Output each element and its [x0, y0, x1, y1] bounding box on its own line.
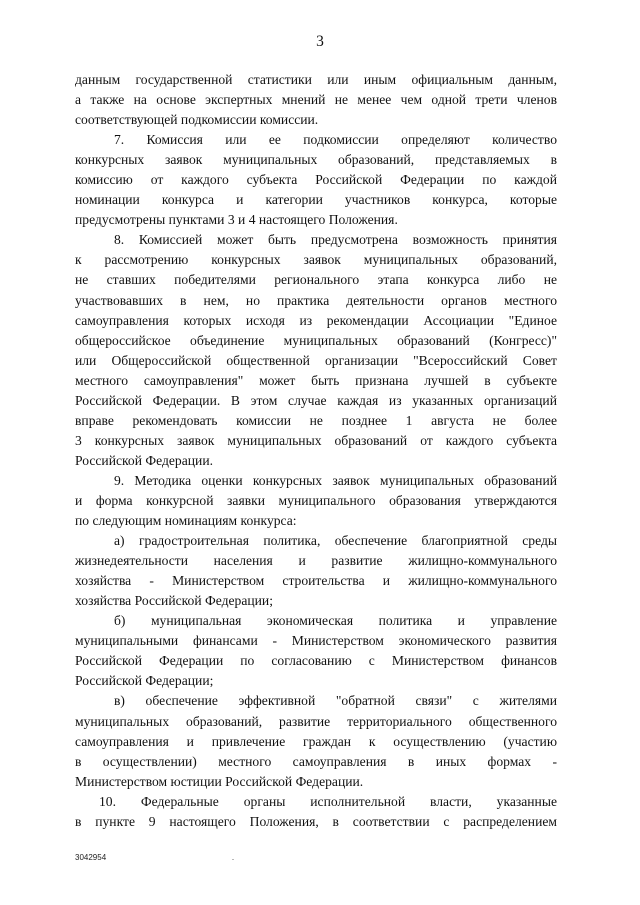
- text-line: вправе рекомендовать комиссии не позднее 1 августа не более: [75, 412, 557, 428]
- text-line: хозяйства - Министерством строительства и жилищно-коммунального: [75, 573, 557, 589]
- text-line: Российской Федерации.: [75, 452, 213, 468]
- text-line: к рассмотрению конкурсных заявок муниципальных образований,: [75, 252, 557, 268]
- text-line: самоуправления которых исходя из рекомендации Ассоциации "Единое: [75, 312, 557, 328]
- text-line: самоуправления и привлечение граждан к осуществлению (участию: [75, 733, 557, 749]
- text-line: муниципальными финансами - Министерством экономического развития: [75, 633, 557, 649]
- text-line: данным государственной статистики или иным официальным данным,: [75, 72, 557, 87]
- text-line: соответствующей подкомиссии комиссии.: [75, 112, 319, 128]
- text-line: а также на основе экспертных мнений не менее чем одной трети членов: [75, 92, 557, 108]
- text-line: Российской Федерации по согласованию с Министерством финансов: [75, 653, 557, 669]
- paragraph-9-first-line: 9. Методика оценки конкурсных заявок муниципальных образований: [114, 472, 557, 488]
- text-line: хозяйства Российской Федерации;: [75, 593, 273, 609]
- text-line: и форма конкурсной заявки муниципального образования утверждаются: [75, 492, 557, 508]
- paragraph-8-first-line: 8. Комиссией может быть предусмотрена возможность принятия: [114, 232, 557, 248]
- text-line: муниципальных образований, развитие территориального общественного: [75, 713, 557, 729]
- text-line: жизнедеятельности населения и развитие жилищно-коммунального: [75, 553, 557, 569]
- text-line: комиссию от каждого субъекта Российской Федерации по каждой: [75, 172, 557, 188]
- text-line: Российской Федерации;: [75, 673, 214, 689]
- page-number: 3: [316, 33, 324, 50]
- text-line: 3 конкурсных заявок муниципальных образований от каждого субъекта: [75, 432, 557, 448]
- text-line: номинации конкурса и категории участников конкурса, которые: [75, 192, 557, 208]
- text-line: конкурсных заявок муниципальных образований, представляемых в: [75, 152, 557, 168]
- text-line: предусмотрены пунктами 3 и 4 настоящего Положения.: [75, 212, 398, 228]
- text-line: в пункте 9 настоящего Положения, в соответствии с распределением: [75, 813, 557, 829]
- item-b-first-line: б) муниципальная экономическая политика и управление: [114, 613, 557, 629]
- text-line: или Общероссийской общественной организации "Всероссийский Совет: [75, 352, 557, 368]
- text-line: общероссийское объединение муниципальных образований (Конгресс)": [75, 332, 557, 348]
- text-line: в осуществлении) местного самоуправления в иных формах -: [75, 753, 557, 769]
- item-v-first-line: в) обеспечение эффективной "обратной связи" с жителями: [114, 693, 557, 709]
- document-code: 3042954: [75, 853, 107, 862]
- footer-mark: .: [232, 853, 234, 862]
- paragraph-7-first-line: 7. Комиссия или ее подкомиссии определяют количество: [114, 132, 557, 148]
- text-line: не ставших победителями регионального этапа конкурса либо не: [75, 272, 557, 288]
- paragraph-10-first-line: 10. Федеральные органы исполнительной власти, указанные: [99, 793, 557, 809]
- text-line: участвовавших в нем, но практика деятельности органов местного: [75, 292, 557, 308]
- text-line: местного самоуправления" может быть признана лучшей в субъекте: [75, 372, 557, 388]
- item-a-first-line: а) градостроительная политика, обеспечение благоприятной среды: [114, 533, 557, 549]
- text-line: Министерством юстиции Российской Федерации.: [75, 773, 364, 789]
- document-body: [75, 70, 557, 832]
- text-line: Российской Федерации. В этом случае каждая из указанных организаций: [75, 392, 557, 408]
- text-line: по следующим номинациям конкурса:: [75, 513, 297, 529]
